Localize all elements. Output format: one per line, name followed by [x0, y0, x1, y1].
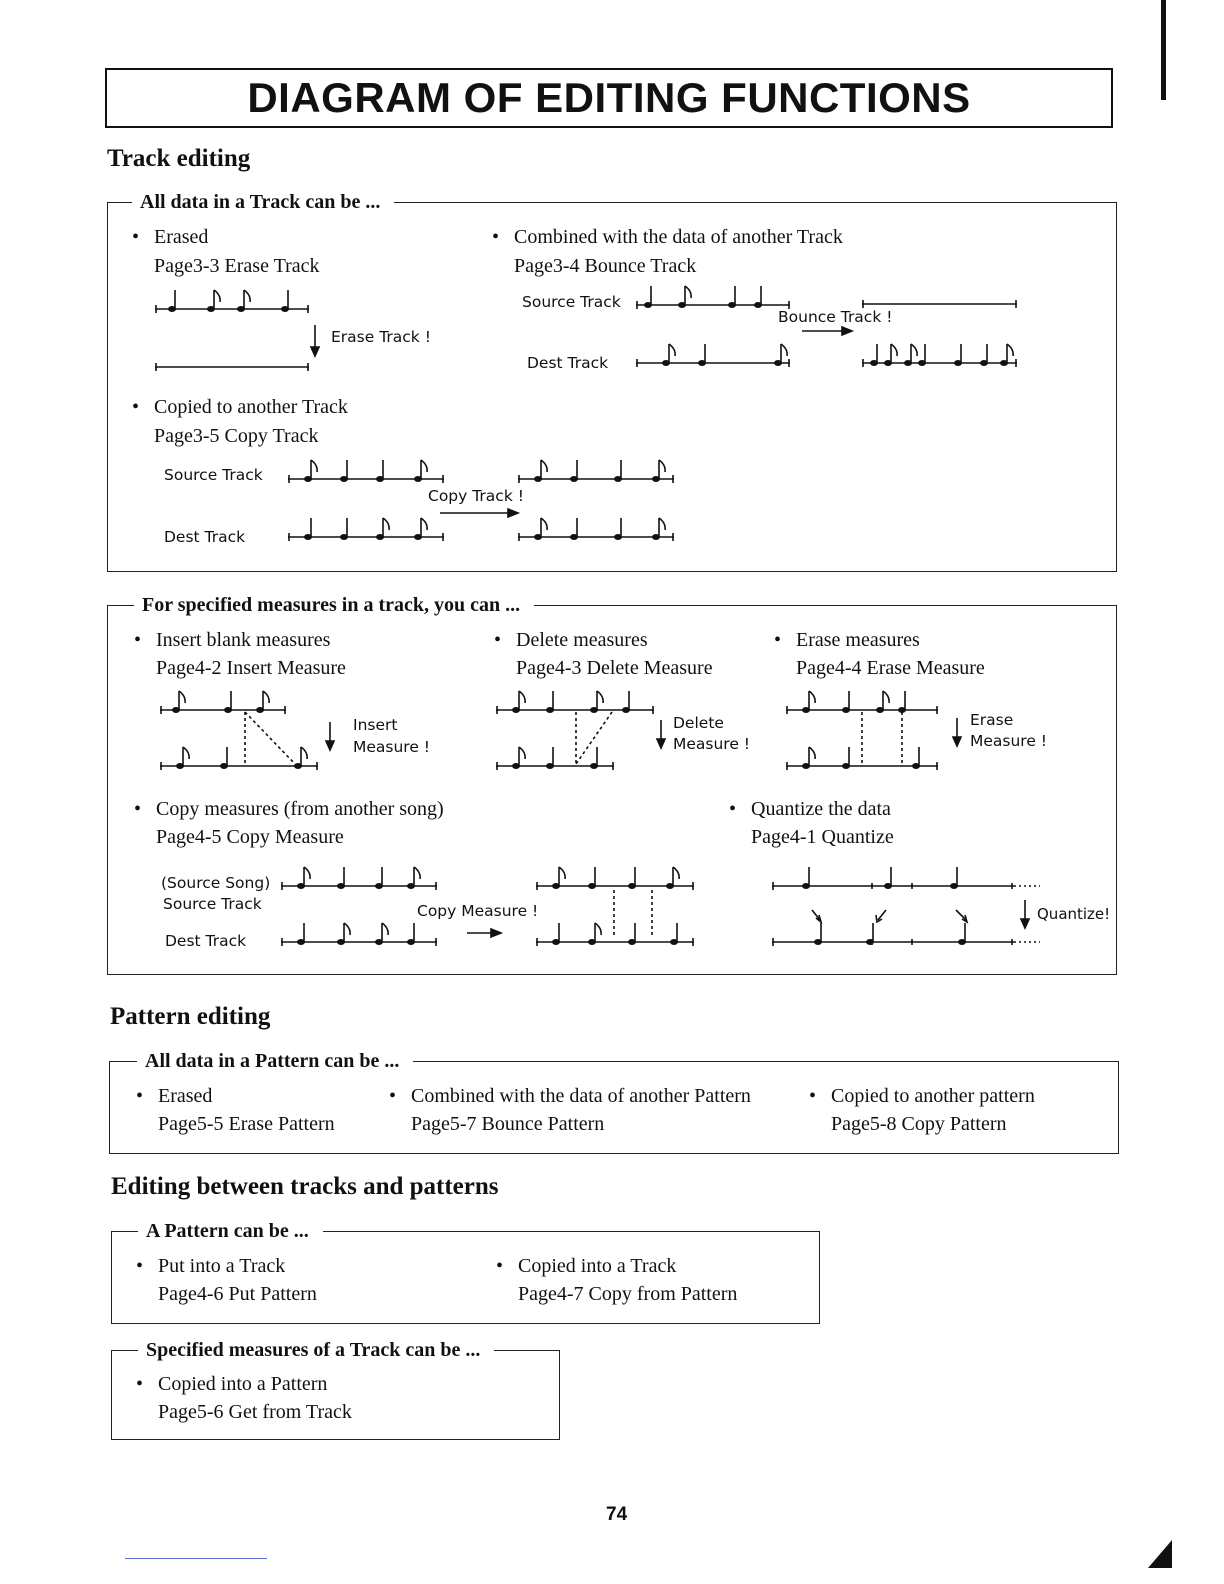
down-arrow-icon — [951, 718, 963, 748]
right-arrow-icon — [467, 927, 505, 939]
delete-measure-diagram — [496, 686, 661, 776]
copy-measure-source-notes — [281, 862, 441, 892]
bounce-result-notes — [862, 340, 1022, 370]
copy-measure-item: • Copy measures (from another song) — [134, 798, 444, 820]
insert-measure-diagram — [160, 686, 325, 776]
page-ref: Page3-4 Bounce Track — [514, 255, 697, 277]
title-box — [105, 68, 1113, 128]
box-title: For specified measures in a track, you can ... — [134, 592, 534, 618]
bounce-pattern-item: • Combined with the data of another Pattern — [389, 1085, 751, 1107]
item-label: Erase measures — [796, 629, 920, 651]
erase-measure-item: • Erase measures — [774, 629, 920, 651]
copy-source-notes-after — [518, 456, 678, 486]
page-number: 74 — [606, 1504, 628, 1525]
erase-track-before-notes — [155, 285, 315, 315]
item-label: Erased — [154, 226, 209, 248]
erase-track-action: Erase Track ! — [331, 328, 431, 346]
erase-pattern-item: • Erased — [136, 1085, 213, 1107]
copy-track-action: Copy Track ! — [428, 487, 524, 505]
pattern-editing-heading: Pattern editing — [110, 1003, 271, 1030]
page-ref: Page4-1 Quantize — [751, 826, 894, 848]
insert-action-line1: Insert — [353, 716, 398, 734]
track-editing-heading: Track editing — [107, 145, 251, 172]
item-label: Copy measures (from another song) — [156, 798, 444, 820]
page-ref: Page4-4 Erase Measure — [796, 657, 985, 679]
delete-measure-item: • Delete measures — [494, 629, 648, 651]
delete-action-line2: Measure ! — [673, 735, 751, 753]
item-label: Copied to another Track — [154, 396, 348, 418]
page-ref: Page4-7 Copy from Pattern — [518, 1283, 738, 1305]
copy-from-pattern-item: • Copied into a Track — [496, 1255, 677, 1277]
copy-pattern-item: • Copied to another pattern — [809, 1085, 1035, 1107]
right-arrow-icon — [440, 507, 522, 519]
box-title: Specified measures of a Track can be ... — [138, 1337, 494, 1363]
source-track-label: Source Track — [163, 895, 262, 913]
item-label: Combined with the data of another Pattern — [411, 1085, 751, 1107]
dest-track-label: Dest Track — [164, 528, 246, 546]
copy-dest-notes — [288, 514, 448, 544]
page-ref: Page5-5 Erase Pattern — [158, 1113, 335, 1135]
copy-track-item: • Copied to another Track — [132, 396, 348, 418]
copy-measure-result — [536, 862, 698, 948]
page-ref: Page4-5 Copy Measure — [156, 826, 344, 848]
source-track-label: Source Track — [164, 466, 263, 484]
corner-mark — [1148, 1540, 1172, 1568]
scan-underline — [125, 1558, 267, 1559]
erase-measure-diagram — [786, 686, 946, 776]
down-arrow-icon — [655, 720, 667, 750]
item-label: Insert blank measures — [156, 629, 331, 651]
item-label: Copied into a Pattern — [158, 1373, 328, 1395]
copy-dest-notes-after — [518, 514, 678, 544]
item-label: Delete measures — [516, 629, 648, 651]
down-arrow-icon — [309, 325, 321, 357]
put-pattern-item: • Put into a Track — [136, 1255, 286, 1277]
bounce-dest-notes — [636, 340, 796, 370]
page-ref: Page4-3 Delete Measure — [516, 657, 713, 679]
erase-track-item: • Erased — [132, 226, 209, 248]
quantize-item: • Quantize the data — [729, 798, 891, 820]
copy-measure-action: Copy Measure ! — [417, 902, 539, 920]
copy-measure-dest-notes — [281, 918, 441, 948]
box-title: All data in a Pattern can be ... — [137, 1048, 413, 1074]
delete-action-line1: Delete — [673, 714, 724, 732]
bounce-track-item: • Combined with the data of another Track — [492, 226, 843, 248]
page-ref: Page5-6 Get from Track — [158, 1401, 352, 1423]
box-title: A Pattern can be ... — [138, 1218, 323, 1244]
dest-track-label: Dest Track — [527, 354, 609, 372]
source-track-label: Source Track — [522, 293, 621, 311]
page-ref: Page4-6 Put Pattern — [158, 1283, 317, 1305]
down-arrow-icon — [1019, 900, 1031, 930]
item-label: Erased — [158, 1085, 213, 1107]
page-ref: Page3-3 Erase Track — [154, 255, 320, 277]
erase-track-after-notes — [155, 360, 315, 374]
down-arrow-icon — [324, 722, 336, 752]
quantize-action: Quantize! — [1037, 905, 1111, 923]
between-heading: Editing between tracks and patterns — [111, 1173, 499, 1200]
insert-measure-item: • Insert blank measures — [134, 629, 331, 651]
right-arrow-icon — [802, 325, 854, 337]
page-ref: Page5-7 Bounce Pattern — [411, 1113, 605, 1135]
source-song-label: (Source Song) — [161, 874, 271, 892]
erase-action-line1: Erase — [970, 711, 1014, 729]
page-ref: Page3-5 Copy Track — [154, 425, 319, 447]
item-label: Quantize the data — [751, 798, 891, 820]
box-title: All data in a Track can be ... — [132, 189, 394, 215]
quantize-diagram — [772, 862, 1042, 948]
copy-source-notes — [288, 456, 448, 486]
item-label: Put into a Track — [158, 1255, 286, 1277]
bounce-source-notes — [636, 283, 796, 313]
page-title: DIAGRAM OF EDITING FUNCTIONS — [247, 74, 971, 121]
get-from-track-item: • Copied into a Pattern — [136, 1373, 328, 1395]
page-ref: Page5-8 Copy Pattern — [831, 1113, 1007, 1135]
erase-action-line2: Measure ! — [970, 732, 1048, 750]
item-label: Copied into a Track — [518, 1255, 677, 1277]
scan-edge-mark — [1161, 0, 1166, 100]
item-label: Copied to another pattern — [831, 1085, 1035, 1107]
insert-action-line2: Measure ! — [353, 738, 431, 756]
page-ref: Page4-2 Insert Measure — [156, 657, 346, 679]
dest-track-label: Dest Track — [165, 932, 247, 950]
bounce-track-action: Bounce Track ! — [778, 308, 893, 326]
item-label: Combined with the data of another Track — [514, 226, 843, 248]
